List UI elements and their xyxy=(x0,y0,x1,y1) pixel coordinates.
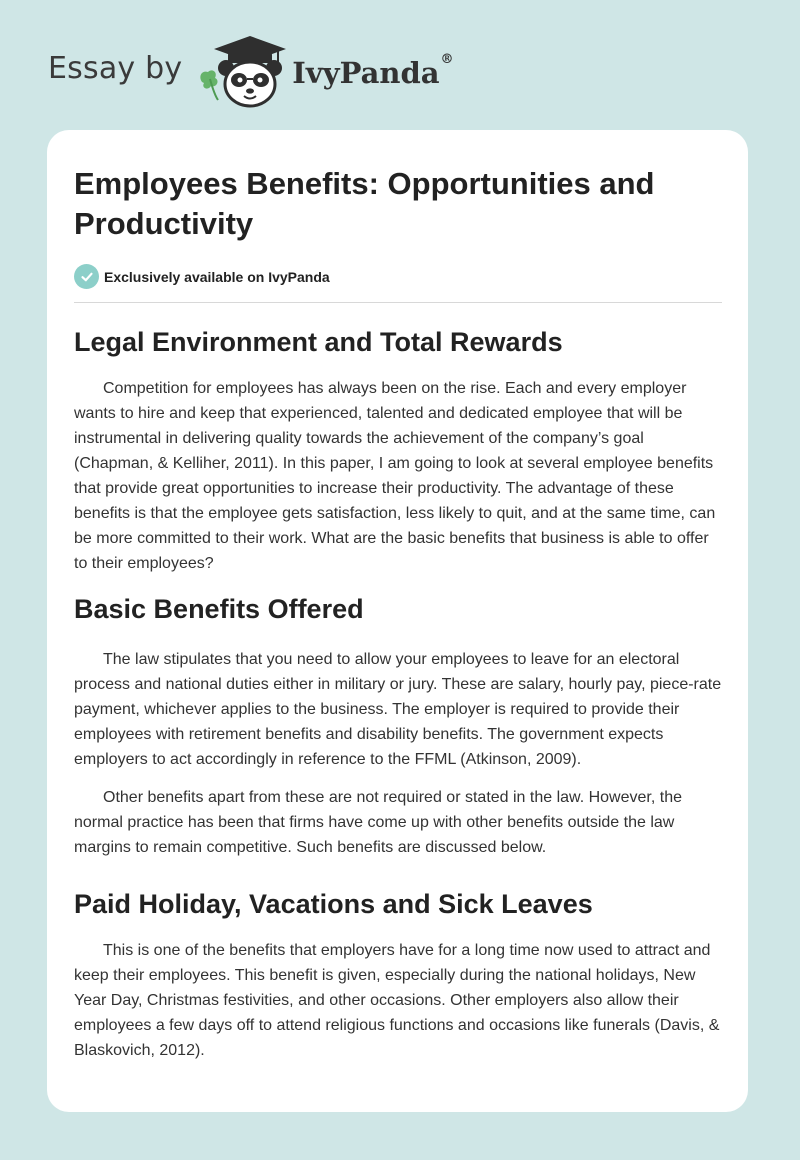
title-divider xyxy=(74,302,722,303)
section-heading: Basic Benefits Offered xyxy=(74,594,364,624)
registered-mark: ® xyxy=(440,52,454,67)
ivypanda-logo-icon xyxy=(196,34,288,110)
section-paid-holiday xyxy=(74,882,724,1063)
section-legal-environment xyxy=(74,320,724,576)
check-icon xyxy=(74,264,99,289)
brand-header[interactable] xyxy=(48,34,454,110)
paragraph: This is one of the benefits that employers have for a long time now used to attract and keep their employees. This benefit is given, especially during the national holidays, New Year Day, Christmas festivities, and other occasions. Other employers also allow their employees a few days off to attend religious functions and occasions like funerals (Davis, & Blaskovich, 2012). xyxy=(74,942,720,1059)
section-basic-benefits xyxy=(74,587,724,860)
section-heading: Paid Holiday, Vacations and Sick Leaves xyxy=(74,889,593,919)
exclusive-badge xyxy=(74,264,330,289)
brand-name-text: IvyPanda xyxy=(292,56,440,90)
exclusive-label: Exclusively available on IvyPanda xyxy=(104,268,330,285)
paragraph: The law stipulates that you need to allow your employees to leave for an electoral process and national duties either in military or jury. These are salary, hourly pay, piece-rate payment, whichever applies to the business. The employer is required to provide their employees with retirement benefits and disability benefits. The government expects employers to act accordingly in reference to the FFML (Atkinson, 2009). xyxy=(74,651,722,768)
brand-prefix: Essay by xyxy=(48,50,183,86)
paragraph: Other benefits apart from these are not required or stated in the law. However, the normal practice has been that firms have come up with other benefits outside the law margins to remain competitive. Such benefits are discussed below. xyxy=(74,789,682,856)
paragraph: Competition for employees has always been on the rise. Each and every employer wants to hire and keep that experienced, talented and dedicated employee that will be instrumental in delivering quality towards the achievement of the company’s goal (Chapman, & Kelliher, 2011). In this paper, I am going to look at several employee benefits that provide great opportunities to increase their productivity. The advantage of these benefits is that the employee gets satisfaction, less likely to quit, and at the same time, can be more committed to their work. What are the basic benefits that business is able to offer to their employees? xyxy=(74,380,716,572)
section-heading: Legal Environment and Total Rewards xyxy=(74,327,563,357)
essay-card xyxy=(47,130,748,1112)
essay-body xyxy=(74,320,724,1063)
brand-name xyxy=(292,52,454,90)
essay-title: Employees Benefits: Opportunities and Productivity xyxy=(74,166,655,241)
